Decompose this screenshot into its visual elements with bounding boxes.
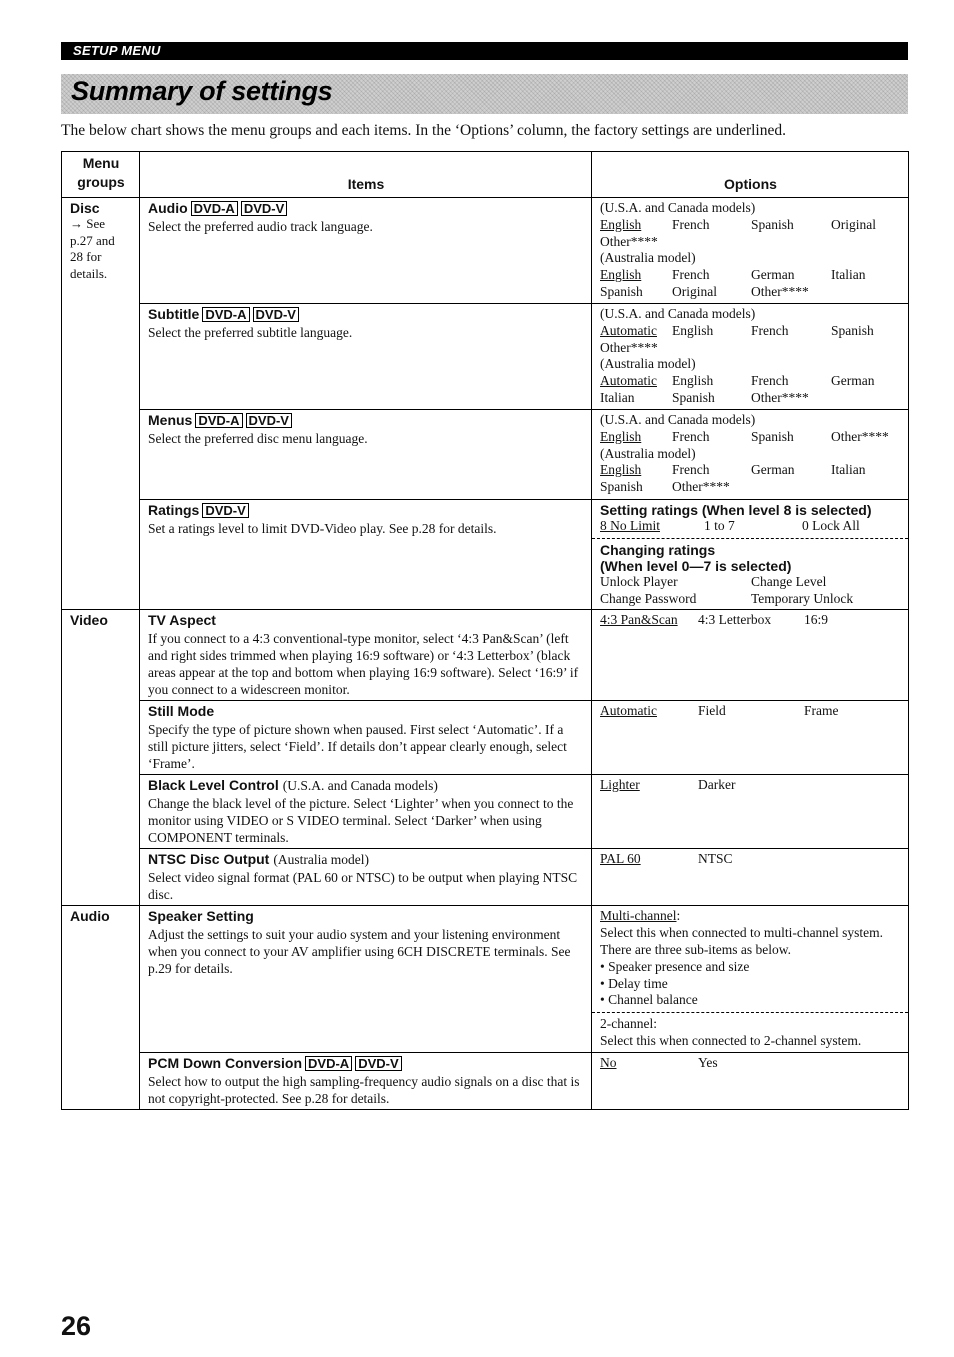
option: Spanish — [751, 216, 794, 232]
option: 1 to 7 — [704, 518, 735, 533]
dvd-v-badge: DVD-V — [241, 201, 287, 216]
option: Spanish — [831, 322, 874, 338]
item-name: PCM Down Conversion — [148, 1054, 303, 1071]
option: Other**** — [751, 283, 809, 299]
dvd-v-badge: DVD-V — [355, 1056, 401, 1071]
option: Frame — [804, 703, 839, 719]
option: Italian — [600, 389, 635, 405]
option: NTSC — [698, 851, 733, 867]
item-name: Still Mode — [148, 703, 215, 720]
options-heading: Setting ratings (When level 8 is selected) — [600, 502, 872, 518]
item-speaker-setting — [140, 906, 592, 1052]
option: Original — [831, 216, 876, 232]
item-desc: Select video signal format (PAL 60 or NTSC) to be output when playing NTSC disc. — [148, 870, 578, 903]
item-name: Ratings — [148, 502, 200, 518]
item-menus — [140, 410, 592, 500]
option-colon: : — [676, 908, 681, 924]
option: Other**** — [751, 389, 809, 405]
item-desc: Select the preferred disc menu language. — [148, 431, 368, 446]
option: French — [672, 462, 710, 478]
group-disc — [62, 198, 140, 610]
group-name: Audio — [70, 908, 110, 925]
option: German — [751, 267, 795, 283]
sub-item: • Speaker presence and size — [600, 958, 750, 974]
table-row — [62, 775, 909, 849]
dashed-divider — [592, 538, 908, 539]
item-black-level — [140, 775, 592, 849]
option-default: Automatic — [600, 373, 657, 389]
option: German — [831, 373, 875, 389]
item-name: TV Aspect — [148, 612, 216, 629]
table-row — [62, 410, 909, 500]
option: French — [672, 428, 710, 444]
item-name: Audio — [148, 200, 188, 216]
options-still-mode — [592, 701, 909, 775]
dashed-divider — [592, 1012, 908, 1013]
table-row — [62, 906, 909, 1052]
item-audio — [140, 198, 592, 304]
table-row — [62, 500, 909, 610]
option: Other**** — [831, 428, 889, 444]
table-row — [62, 849, 909, 906]
option: Yes — [698, 1054, 718, 1070]
option-default: English — [600, 462, 642, 478]
dvd-a-badge: DVD-A — [305, 1056, 352, 1071]
group-video — [62, 610, 140, 906]
header-options: Options — [592, 152, 909, 198]
dvd-a-badge: DVD-A — [202, 307, 249, 322]
dvd-v-badge: DVD-V — [253, 307, 299, 322]
option: 4:3 Letterbox — [698, 612, 772, 628]
option-desc: Select this when connected to multi-channel system. There are three sub-items as below. — [600, 925, 884, 957]
item-desc: Select how to output the high sampling-frequency audio signals on a disc that is not copyright-protected. See p.28 for details. — [148, 1073, 580, 1106]
option-default: Lighter — [600, 777, 640, 793]
section-header-bar — [61, 42, 908, 60]
option: Change Level — [751, 573, 827, 589]
options-heading: (When level 0—7 is selected) — [600, 557, 792, 574]
header-menu-groups: Menu groups — [62, 152, 140, 198]
region-label: (Australia model) — [600, 356, 696, 372]
option-default: English — [600, 216, 642, 232]
option-default: 4:3 Pan&Scan — [600, 612, 678, 628]
option: Spanish — [751, 428, 794, 444]
options-ratings — [592, 500, 909, 610]
table-row — [62, 1052, 909, 1109]
option: Change Password — [600, 590, 697, 606]
option: Italian — [831, 462, 866, 478]
option-desc: Select this when connected to 2-channel system. — [600, 1032, 862, 1048]
group-note: → See p.27 and 28 for details. — [70, 216, 115, 281]
item-desc: Select the preferred subtitle language. — [148, 325, 353, 340]
options-heading: Changing ratings — [600, 541, 716, 558]
option: Field — [698, 703, 726, 719]
options-black-level — [592, 775, 909, 849]
item-desc: Specify the type of picture shown when paused. First select ‘Automatic’. If a still picture jitters, select ‘Field’. If details don’t appear clearly enough, select ‘Frame’. — [148, 722, 567, 772]
options-menus — [592, 410, 909, 500]
option: English — [672, 373, 714, 389]
option: French — [672, 216, 710, 232]
dvd-v-badge: DVD-V — [246, 413, 292, 428]
sub-item: • Channel balance — [600, 992, 698, 1008]
item-desc: Set a ratings level to limit DVD-Video play. See p.28 for details. — [148, 521, 497, 536]
options-audio — [592, 198, 909, 304]
option: Other**** — [600, 233, 658, 249]
table-row — [62, 304, 909, 410]
options-ntsc-output — [592, 849, 909, 906]
region-label: (U.S.A. and Canada models) — [600, 200, 756, 215]
region-label: (U.S.A. and Canada models) — [600, 412, 756, 427]
item-name: Menus — [148, 412, 193, 428]
option: 16:9 — [804, 612, 829, 628]
option-default: Automatic — [600, 322, 657, 338]
options-tv-aspect — [592, 610, 909, 701]
region-label: (Australia model) — [600, 445, 696, 461]
option: Original — [672, 283, 717, 299]
item-name: Black Level Control — [148, 777, 279, 794]
table-row — [62, 198, 909, 304]
item-ratings — [140, 500, 592, 610]
option: 2-channel: — [600, 1016, 657, 1032]
dvd-v-badge: DVD-V — [202, 503, 248, 518]
page-title: Summary of settings — [71, 76, 333, 106]
item-name: Speaker Setting — [148, 908, 254, 925]
section-label: SETUP MENU — [73, 43, 161, 58]
option: English — [672, 322, 714, 338]
dvd-a-badge: DVD-A — [191, 201, 238, 216]
option-default: English — [600, 267, 642, 283]
header-items: Items — [140, 152, 592, 198]
region-label: (U.S.A. and Canada models) — [600, 306, 756, 321]
option: Spanish — [600, 479, 643, 495]
item-name: NTSC Disc Output — [148, 851, 270, 868]
item-pcm-down — [140, 1052, 592, 1109]
item-subtitle — [140, 304, 592, 410]
page-number: 26 — [61, 1311, 92, 1341]
item-name: Subtitle — [148, 306, 200, 322]
item-note: (Australia model) — [273, 852, 369, 868]
option: Darker — [698, 777, 736, 793]
option-default: Automatic — [600, 703, 657, 719]
table-row — [62, 701, 909, 775]
item-note: (U.S.A. and Canada models) — [282, 778, 438, 794]
title-band — [61, 74, 908, 114]
option: German — [751, 462, 795, 478]
sub-item: • Delay time — [600, 975, 668, 991]
item-tv-aspect — [140, 610, 592, 701]
group-name: Disc — [70, 200, 100, 216]
option-default: 8 No Limit — [600, 518, 660, 533]
options-speaker-setting — [592, 906, 909, 1052]
option-default: No — [600, 1054, 617, 1070]
option-default: Multi-channel — [600, 908, 677, 924]
option-default: English — [600, 428, 642, 444]
group-audio — [62, 906, 140, 1109]
item-still-mode — [140, 701, 592, 775]
item-desc: Adjust the settings to suit your audio system and your listening environment when you connect to your AV amplifier using 6CH DISCRETE terminals. See p.29 for details. — [148, 927, 571, 977]
option: Spanish — [600, 283, 643, 299]
option: Other**** — [672, 479, 730, 495]
table-row — [62, 610, 909, 701]
item-desc: If you connect to a 4:3 conventional-type monitor, select ‘4:3 Pan&Scan’ (left and right sides trimmed when playing 16:9 software) or ‘4:3 Letterbox’ (black areas appear at the top and bottom when playing 16:9 software). Select ‘16:9’ if you connect to a widescreen monitor. — [148, 631, 579, 698]
option: 0 Lock All — [802, 518, 860, 533]
item-ntsc-output — [140, 849, 592, 906]
options-pcm-down — [592, 1052, 909, 1109]
option: French — [751, 322, 789, 338]
settings-table — [61, 151, 909, 1110]
option: Unlock Player — [600, 573, 678, 589]
region-label: (Australia model) — [600, 250, 696, 266]
item-desc: Select the preferred audio track language. — [148, 219, 373, 234]
option-default: PAL 60 — [600, 851, 641, 867]
options-subtitle — [592, 304, 909, 410]
item-desc: Change the black level of the picture. Select ‘Lighter’ when you connect to the monitor using VIDEO or S VIDEO terminal. Select ‘Darker’ when using COMPONENT terminals. — [148, 796, 574, 846]
option: Spanish — [672, 389, 715, 405]
option: Other**** — [600, 339, 658, 355]
option: Italian — [831, 267, 866, 283]
intro-text: The below chart shows the menu groups and each items. In the ‘Options’ column, the factory settings are underlined. — [61, 122, 786, 139]
option: French — [672, 267, 710, 283]
dvd-a-badge: DVD-A — [195, 413, 242, 428]
table-header-row — [62, 152, 909, 198]
group-name: Video — [70, 612, 108, 629]
option: Temporary Unlock — [751, 590, 854, 606]
option: French — [751, 373, 789, 389]
